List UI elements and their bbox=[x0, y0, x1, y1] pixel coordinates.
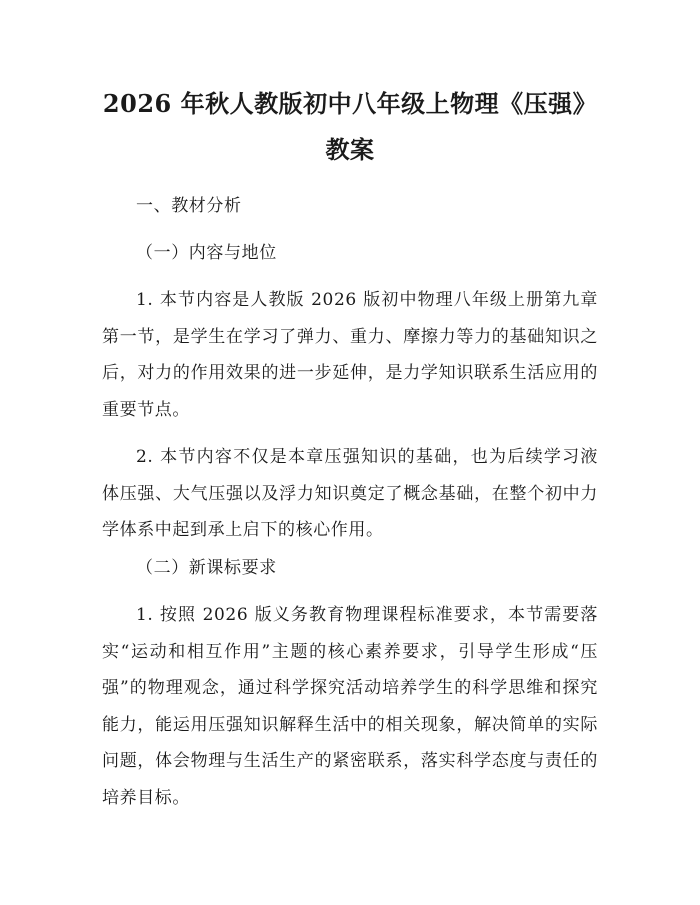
paragraph-content-1: 1. 本节内容是人教版 2026 版初中物理八年级上册第九章第一节，是学生在学习了弹力、重力、摩擦力等力的基础知识之后，对力的作用效果的进一步延伸，是力学知识联系生活应用的重要节点。 bbox=[102, 290, 598, 420]
paragraph-content-2: 2. 本节内容不仅是本章压强知识的基础，也为后续学习液体压强、大气压强以及浮力知识奠定了概念基础，在整个初中力学体系中起到承上启下的核心作用。 bbox=[102, 447, 598, 540]
document-title-line-2: 教案 bbox=[325, 135, 375, 164]
subsection-heading-curriculum-requirements: （二）新课标要求 bbox=[136, 558, 277, 578]
document-title-line-1: 2026 年秋人教版初中八年级上物理《压强》 bbox=[102, 89, 598, 118]
section-heading-textbook-analysis: 一、教材分析 bbox=[136, 196, 242, 216]
paragraph-curriculum-1: 1. 按照 2026 版义务教育物理课程标准要求，本节需要落实“运动和相互作用”主题的核心素养要求，引导学生形成“压强”的物理观念，通过科学探究活动培养学生的科学思维和探究能力，能运用压强知识解释生活中的相关现象，解决简单的实际问题，体会物理与生活生产的紧密联系，落实科学态度与责任的培养目标。 bbox=[102, 605, 598, 808]
subsection-heading-content-position: （一）内容与地位 bbox=[136, 243, 277, 263]
